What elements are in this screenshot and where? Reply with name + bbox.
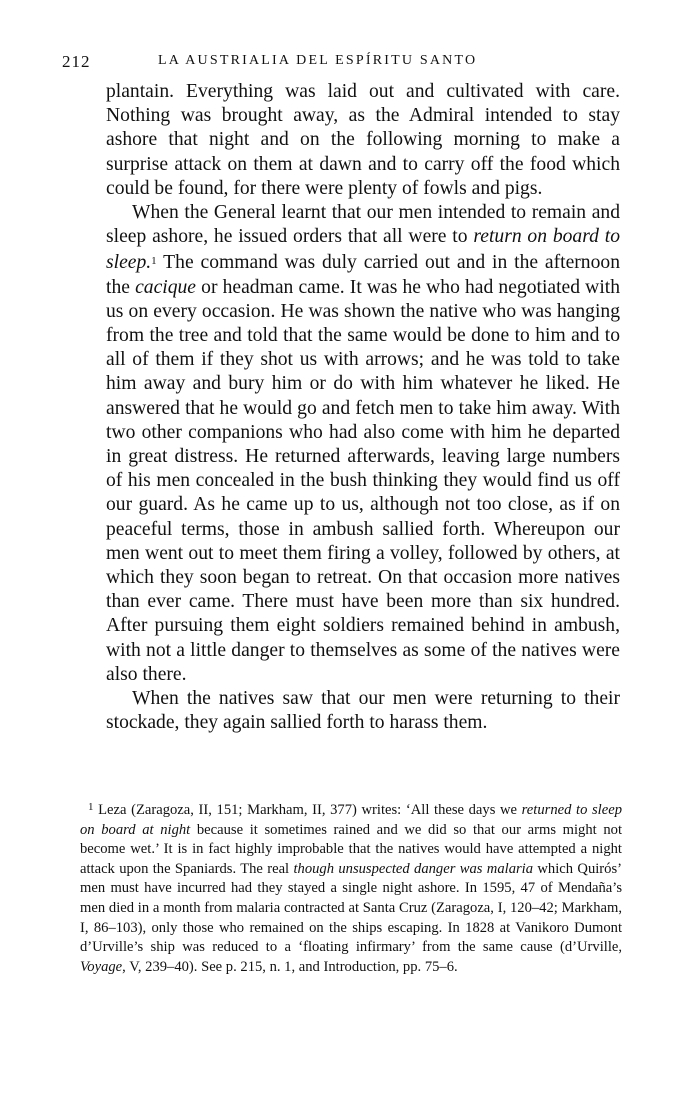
paragraph-3 — [106, 687, 620, 735]
main-text — [106, 80, 620, 735]
footnote-text-a: Leza (Zaragoza, II, 151; Markham, II, 377) writes: ‘All these days we — [93, 802, 522, 818]
footnote-italic-voyage: Voyage — [80, 958, 123, 975]
italic-cacique: cacique — [135, 276, 197, 298]
footnote-italic-a: returned to sleep on board at night — [80, 802, 622, 838]
paragraph-2-text-a: When the General learnt that our men intended to remain and sleep ashore, he issued orders that all were to — [106, 202, 620, 248]
running-head: LA AUSTRIALIA DEL ESPÍRITU SANTO — [158, 53, 478, 68]
paragraph-1 — [106, 80, 620, 201]
footnotes — [80, 798, 622, 977]
paragraph-2 — [106, 201, 620, 687]
footnote-text-c: which Quirós’ men must have incurred had they stayed a single night ashore. In 1595, 47 of Mendaña’s men died in a month from malaria contracted at Santa Cruz (Zaragoza, I, 120–42; Markham, I, 86–103), only those who remained on the ships escaping. In 1828 at Vanikoro Dumont d’Urville’s ship was reduced to a ‘floating infirmary’ from the same cause (d’Urville, — [80, 860, 622, 956]
footnote-text-b: because it sometimes rained and we did so that our arms might not become wet.’ It is in fact highly improbable that the natives would have attempted a night attack upon the Spaniards. The real — [80, 821, 622, 877]
footnote-text-d: , V, 239–40). See p. 215, n. 1, and Introduction, pp. 75–6. — [122, 958, 458, 975]
footnote-marker: 1 — [88, 801, 94, 813]
paragraph-2-text-b: The command was duly carried out and in the afternoon the — [106, 252, 620, 298]
footnote-1 — [80, 798, 622, 977]
footnote-reference: 1 — [151, 255, 157, 268]
italic-phrase: return on board to sleep. — [106, 226, 620, 274]
footnote-italic-b: though unsuspected danger was malaria — [293, 860, 534, 877]
paragraph-2-text-c: or headman came. It was he who had negotiated with us on every occasion. He was shown the native who was hanging from the tree and told that the same would be done to him and to all of them if they shot us with arrows; and he was told to take him away and bury him or do with him whatever he liked. He answered that he would go and fetch men to take him away. With two other companions who had also come with him he departed in great distress. He returned afterwards, leaving large numbers of his men concealed in the bush thinking they would find us off our guard. As he came up to us, although not too close, as if on peaceful terms, those in ambush sallied forth. Whereupon our men went out to meet them firing a volley, followed by others, at which they soon began to retreat. On that occasion more natives than ever came. There must have been more than six hundred. After pursuing them eight soldiers remained behind in ambush, with not a little danger to themselves as some of the natives were also there. — [106, 276, 620, 685]
paragraph-3-text: When the natives saw that our men were returning to their stockade, they again sallied forth to harass them. — [106, 688, 620, 734]
page-number: 212 — [62, 52, 91, 71]
page-header — [62, 52, 622, 76]
paragraph-1-text: plantain. Everything was laid out and cultivated with care. Nothing was brought away, as the Admiral intended to stay ashore that night and on the following morning to make a surprise attack on them at dawn and to carry off the food which could be found, for there were plenty of fowls and pigs. — [106, 81, 620, 199]
